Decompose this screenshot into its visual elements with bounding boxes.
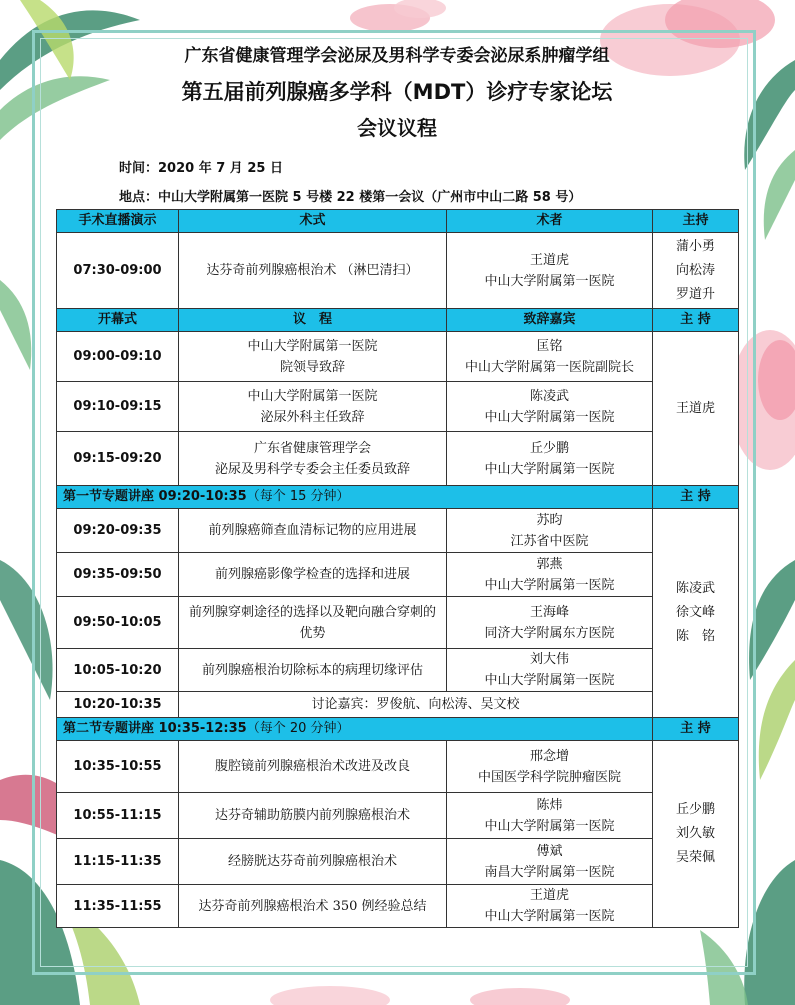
time-cell: 11:15-11:35 (57, 839, 179, 885)
speaker-org: 中国医学科学院肿瘤医院 (477, 769, 621, 785)
header-cell: 主 持 (653, 309, 739, 332)
chair-name: 蒲小勇 (675, 238, 715, 254)
topic-cell (179, 382, 447, 432)
speaker-cell (447, 382, 653, 432)
chair-name: 徐文峰 (675, 605, 715, 620)
table-row (57, 741, 739, 793)
speaker-cell (447, 597, 653, 649)
chair-name: 陈凌武 (675, 581, 715, 596)
time-cell: 09:35-09:50 (57, 553, 179, 597)
speaker-org: 中山大学附属第一医院副院长 (464, 359, 634, 375)
speaker-cell (447, 432, 653, 486)
chair-name: 丘少鹏 (675, 802, 715, 817)
time-cell: 07:30-09:00 (57, 233, 179, 309)
time-cell: 09:00-09:10 (57, 332, 179, 382)
speaker-cell (447, 741, 653, 793)
time-cell: 10:05-10:20 (57, 649, 179, 692)
speaker-name: 王道虎 (529, 252, 569, 268)
agenda-content (56, 40, 738, 928)
speaker-cell (447, 839, 653, 885)
surgery-header-row (57, 210, 739, 233)
speaker-name: 陈炜 (536, 797, 563, 813)
forum-title: 第五届前列腺癌多学科（MDT）诊疗专家论坛 (181, 80, 613, 104)
speaker-cell (447, 332, 653, 382)
chair-name: 罗道升 (675, 286, 715, 302)
speaker-cell (447, 509, 653, 553)
speaker-org: 中山大学附属第一医院 (484, 273, 615, 289)
speaker-org: 中山大学附属第一医院 (484, 409, 615, 425)
speaker-name: 王海峰 (529, 604, 569, 620)
header-cell: 致辞嘉宾 (447, 309, 653, 332)
table-row (57, 597, 739, 649)
speaker-name: 傅斌 (536, 843, 563, 859)
table-row (57, 432, 739, 486)
header-cell: 主持 (653, 210, 739, 233)
speaker-name: 刘大伟 (529, 652, 569, 667)
speaker-name: 陈凌武 (529, 388, 569, 404)
speaker-name: 匡铭 (536, 338, 563, 354)
time-cell: 09:15-09:20 (57, 432, 179, 486)
speaker-name: 郭燕 (536, 556, 563, 572)
speaker-name: 王道虎 (529, 888, 569, 903)
topic-line: 泌尿及男科学专委会主任委员致辞 (214, 461, 410, 477)
table-row (57, 332, 739, 382)
chair-cell (653, 741, 739, 928)
session-title (57, 718, 653, 741)
topic-line: 广东省健康管理学会 (253, 440, 371, 456)
time-cell: 10:20-10:35 (57, 692, 179, 718)
time-cell: 09:20-09:35 (57, 509, 179, 553)
table-row (57, 233, 739, 309)
topic-cell: 达芬奇前列腺癌根治术 （淋巴清扫） (179, 233, 447, 309)
table-row (57, 692, 739, 718)
time-cell: 10:55-11:15 (57, 793, 179, 839)
table-row (57, 649, 739, 692)
organizer-title: 广东省健康管理学会泌尿及男科学专委会泌尿系肿瘤学组 (184, 46, 610, 66)
topic-cell: 前列腺癌筛查血清标记物的应用进展 (179, 509, 447, 553)
chair-name: 向松涛 (675, 262, 715, 278)
header-cell: 手术直播演示 (57, 210, 179, 233)
header-cell: 开幕式 (57, 309, 179, 332)
speaker-org: 中山大学附属第一医院 (484, 818, 615, 834)
speaker-cell (447, 793, 653, 839)
time-cell: 09:50-10:05 (57, 597, 179, 649)
agenda-table (56, 209, 739, 928)
session-title-main: 第一节专题讲座 09:20-10:35 (63, 489, 247, 504)
time-cell: 11:35-11:55 (57, 885, 179, 928)
header-cell: 主 持 (653, 718, 739, 741)
header-cell: 术式 (179, 210, 447, 233)
topic-cell: 达芬奇前列腺癌根治术 350 例经验总结 (179, 885, 447, 928)
opening-header-row (57, 309, 739, 332)
chair-cell (653, 509, 739, 718)
discussion-cell: 讨论嘉宾：罗俊航、向松涛、吴文校 (179, 692, 653, 718)
table-row (57, 839, 739, 885)
chair-name: 吴荣佩 (675, 850, 715, 865)
chair-name: 刘久敏 (675, 826, 715, 841)
topic-line: 中山大学附属第一医院 (247, 338, 378, 354)
speaker-org: 中山大学附属第一医院 (484, 909, 615, 924)
topic-line: 院领导致辞 (279, 359, 345, 375)
time-cell: 09:10-09:15 (57, 382, 179, 432)
speaker-org: 中山大学附属第一医院 (484, 577, 615, 593)
chair-cell (653, 233, 739, 309)
speaker-cell (447, 649, 653, 692)
topic-cell: 达芬奇辅助筋膜内前列腺癌根治术 (179, 793, 447, 839)
speaker-cell (447, 233, 653, 309)
header-cell: 主 持 (653, 486, 739, 509)
topic-cell: 前列腺癌影像学检查的选择和进展 (179, 553, 447, 597)
chair-cell: 王道虎 (653, 332, 739, 486)
topic-cell: 前列腺癌根治切除标本的病理切缘评估 (179, 649, 447, 692)
table-row (57, 509, 739, 553)
speaker-org: 江苏省中医院 (510, 533, 589, 549)
chair-name: 陈 铭 (675, 629, 715, 644)
speaker-org: 中山大学附属第一医院 (484, 673, 615, 688)
time-cell: 10:35-10:55 (57, 741, 179, 793)
meeting-place: 地点：中山大学附属第一医院 5 号楼 22 楼第一会议（广州市中山二路 58 号） (119, 190, 582, 205)
speaker-name: 苏昀 (536, 512, 563, 528)
session-title-sub: （每个 15 分钟） (246, 489, 350, 504)
topic-cell (179, 432, 447, 486)
topic-line: 中山大学附属第一医院 (247, 388, 378, 404)
header-cell: 议 程 (179, 309, 447, 332)
session2-header-row (57, 718, 739, 741)
topic-cell: 经膀胱达芬奇前列腺癌根治术 (179, 839, 447, 885)
table-row (57, 553, 739, 597)
speaker-cell (447, 885, 653, 928)
topic-line: 泌尿外科主任致辞 (260, 409, 365, 425)
session-title-sub: （每个 20 分钟） (246, 721, 350, 736)
speaker-name: 邢念增 (529, 748, 569, 764)
table-row (57, 885, 739, 928)
header-cell: 术者 (447, 210, 653, 233)
topic-cell (179, 332, 447, 382)
table-row (57, 793, 739, 839)
speaker-cell (447, 553, 653, 597)
meeting-time: 时间：2020 年 7 月 25 日 (119, 161, 283, 176)
topic-cell: 腹腔镜前列腺癌根治术改进及改良 (179, 741, 447, 793)
speaker-name: 丘少鹏 (529, 440, 569, 456)
session1-header-row (57, 486, 739, 509)
table-row (57, 382, 739, 432)
topic-cell: 前列腺穿刺途径的选择以及靶向融合穿刺的优势 (179, 597, 447, 649)
session-title-main: 第二节专题讲座 10:35-12:35 (63, 721, 247, 736)
agenda-title: 会议议程 (357, 116, 437, 140)
speaker-org: 同济大学附属东方医院 (484, 625, 615, 641)
session-title (57, 486, 653, 509)
speaker-org: 南昌大学附属第一医院 (484, 864, 615, 880)
speaker-org: 中山大学附属第一医院 (484, 461, 615, 477)
